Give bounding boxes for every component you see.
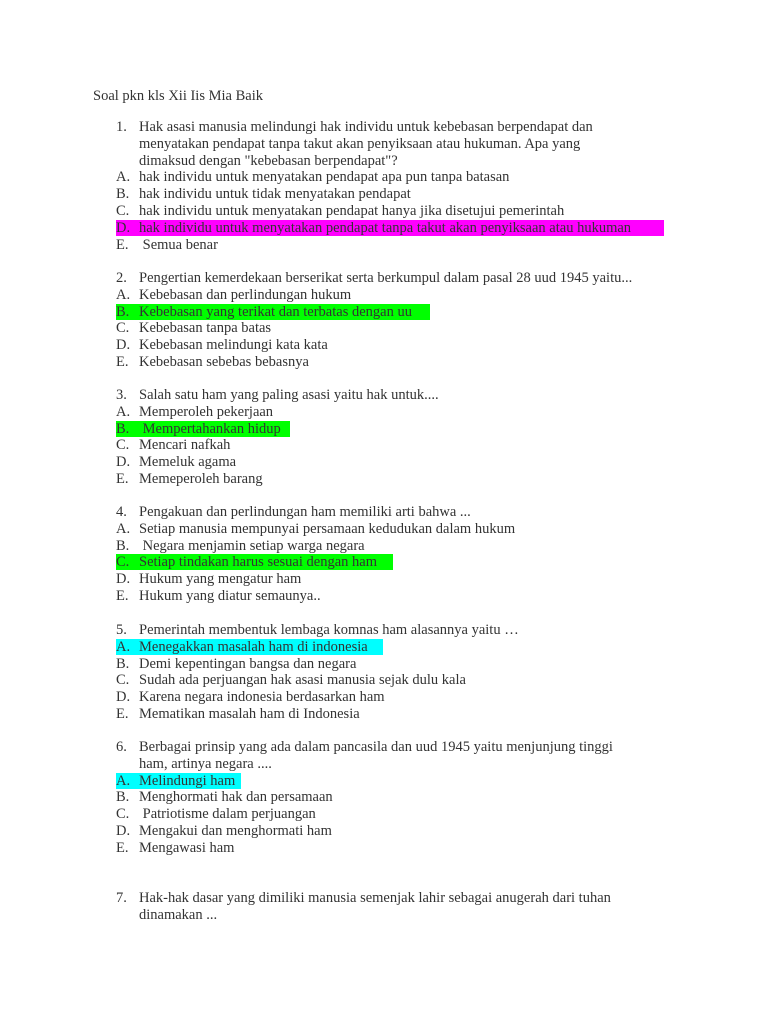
option-text: Kebebasan yang terikat dan terbatas dengan uu	[139, 303, 412, 320]
option-letter: B.	[116, 186, 130, 203]
option-letter: A.	[116, 638, 131, 655]
option-c	[116, 806, 676, 823]
question-text: Berbagai prinsip yang ada dalam pancasila dan uud 1945 yaitu menjunjung tinggi	[139, 739, 613, 755]
option-letter: A.	[116, 403, 131, 420]
question-line	[116, 119, 676, 136]
option-text: Menghormati hak dan persamaan	[139, 789, 333, 806]
option-e	[116, 840, 676, 857]
question-number: 2.	[116, 270, 127, 286]
question-7	[116, 890, 676, 924]
option-text: Memeperoleh barang	[139, 470, 263, 487]
option-a	[116, 521, 676, 538]
option-letter: D.	[116, 822, 131, 839]
option-letter: C.	[116, 437, 130, 454]
option-text: Negara menjamin setiap warga negara	[139, 537, 365, 554]
option-c	[116, 672, 676, 689]
option-letter: B.	[116, 537, 130, 554]
question-1	[116, 119, 676, 253]
option-letter: C.	[116, 672, 130, 689]
option-c	[116, 203, 676, 220]
option-letter: A.	[116, 772, 131, 789]
option-letter: E.	[116, 470, 129, 487]
question-line	[116, 387, 676, 404]
question-number: 1.	[116, 119, 127, 135]
question-number: 5.	[116, 622, 127, 638]
option-letter: D.	[116, 454, 131, 471]
option-text: Demi kepentingan bangsa dan negara	[139, 655, 357, 672]
option-e	[116, 471, 676, 488]
question-line	[116, 756, 676, 773]
question-3	[116, 387, 676, 488]
option-letter: E.	[116, 705, 129, 722]
option-a-highlighted	[116, 773, 676, 790]
option-a	[116, 287, 676, 304]
option-text: hak individu untuk tidak menyatakan pendapat	[139, 186, 411, 203]
option-text: Memperoleh pekerjaan	[139, 403, 274, 420]
option-text: Mengawasi ham	[139, 839, 235, 856]
option-d	[116, 337, 676, 354]
option-text: Semua benar	[139, 236, 218, 253]
option-letter: E.	[116, 587, 129, 604]
option-d	[116, 454, 676, 471]
option-b	[116, 656, 676, 673]
option-d	[116, 823, 676, 840]
option-text: hak individu untuk menyatakan pendapat hanya jika disetujui pemerintah	[139, 202, 565, 219]
option-letter: C.	[116, 202, 130, 219]
option-letter: A.	[116, 169, 131, 186]
document-title: Soal pkn kls Xii Iis Mia Baik	[93, 88, 263, 104]
option-letter: D.	[116, 219, 131, 236]
question-text: Hak-hak dasar yang dimiliki manusia semenjak lahir sebagai anugerah dari tuhan	[139, 890, 611, 906]
option-letter: E.	[116, 839, 129, 856]
option-letter: C.	[116, 806, 130, 823]
question-2	[116, 270, 676, 371]
question-number: 4.	[116, 504, 127, 520]
question-line	[116, 153, 676, 170]
question-text: Salah satu ham yang paling asasi yaitu hak untuk....	[139, 387, 439, 403]
option-text: Setiap manusia mempunyai persamaan kedudukan dalam hukum	[139, 520, 516, 537]
option-e	[116, 354, 676, 371]
option-b	[116, 789, 676, 806]
question-text: Pemerintah membentuk lembaga komnas ham alasannya yaitu …	[139, 622, 519, 638]
option-letter: B.	[116, 303, 130, 320]
option-d	[116, 571, 676, 588]
option-text: Sudah ada perjuangan hak asasi manusia sejak dulu kala	[139, 672, 466, 689]
question-line	[116, 504, 676, 521]
option-text: hak individu untuk menyatakan pendapat apa pun tanpa batasan	[139, 169, 510, 186]
question-text: menyatakan pendapat tanpa takut akan penyiksaan atau hukuman. Apa yang	[139, 135, 581, 152]
option-d-highlighted	[116, 220, 676, 237]
option-e	[116, 237, 676, 254]
option-text: Memeluk agama	[139, 454, 237, 471]
question-5	[116, 622, 676, 723]
option-b-highlighted	[116, 421, 676, 438]
option-letter: D.	[116, 689, 131, 706]
question-text: Pengakuan dan perlindungan ham memiliki arti bahwa ...	[139, 504, 471, 520]
question-line	[116, 739, 676, 756]
question-text: dimaksud dengan "kebebasan berpendapat"?	[139, 152, 398, 169]
option-a	[116, 169, 676, 186]
question-text: Hak asasi manusia melindungi hak individu untuk kebebasan berpendapat dan	[139, 119, 593, 135]
question-4	[116, 504, 676, 605]
option-letter: B.	[116, 655, 130, 672]
option-letter: B.	[116, 789, 130, 806]
option-a-highlighted	[116, 639, 676, 656]
question-number: 3.	[116, 387, 127, 403]
option-b	[116, 186, 676, 203]
option-text: Mengakui dan menghormati ham	[139, 822, 332, 839]
option-e	[116, 588, 676, 605]
option-text: Kebebasan melindungi kata kata	[139, 337, 328, 354]
option-b-highlighted	[116, 304, 676, 321]
question-line	[116, 890, 676, 907]
option-text: Karena negara indonesia berdasarkan ham	[139, 689, 385, 706]
option-c	[116, 437, 676, 454]
option-c	[116, 320, 676, 337]
option-text: Kebebasan sebebas bebasnya	[139, 353, 309, 370]
option-text: Hukum yang diatur semaunya..	[139, 587, 321, 604]
option-letter: C.	[116, 554, 130, 571]
option-text: Mematikan masalah ham di Indonesia	[139, 705, 360, 722]
option-letter: A.	[116, 286, 131, 303]
option-text: Menegakkan masalah ham di indonesia	[139, 638, 368, 655]
question-number: 7.	[116, 890, 127, 906]
question-line	[116, 907, 676, 924]
option-letter: E.	[116, 353, 129, 370]
option-letter: D.	[116, 571, 131, 588]
option-c-highlighted	[116, 554, 676, 571]
option-e	[116, 706, 676, 723]
option-letter: D.	[116, 337, 131, 354]
option-text: hak individu untuk menyatakan pendapat tanpa takut akan penyiksaan atau hukuman	[139, 219, 632, 236]
option-text: Kebebasan tanpa batas	[139, 320, 272, 337]
option-text: Mempertahankan hidup	[139, 420, 281, 437]
option-letter: A.	[116, 520, 131, 537]
question-line	[116, 136, 676, 153]
question-text: Pengertian kemerdekaan berserikat serta berkumpul dalam pasal 28 uud 1945 yaitu...	[139, 270, 633, 286]
option-letter: E.	[116, 236, 129, 253]
question-6	[116, 739, 676, 857]
option-letter: B.	[116, 420, 130, 437]
question-number: 6.	[116, 739, 127, 755]
question-text: ham, artinya negara ....	[139, 755, 272, 772]
option-d	[116, 689, 676, 706]
option-text: Melindungi ham	[139, 772, 236, 789]
option-b	[116, 538, 676, 555]
option-text: Mencari nafkah	[139, 437, 231, 454]
option-text: Patriotisme dalam perjuangan	[139, 806, 316, 823]
question-line	[116, 622, 676, 639]
option-text: Hukum yang mengatur ham	[139, 571, 302, 588]
option-a	[116, 404, 676, 421]
question-text: dinamakan ...	[139, 906, 218, 923]
option-text: Kebebasan dan perlindungan hukum	[139, 286, 352, 303]
question-line	[116, 270, 676, 287]
option-text: Setiap tindakan harus sesuai dengan ham	[139, 554, 377, 571]
option-letter: C.	[116, 320, 130, 337]
